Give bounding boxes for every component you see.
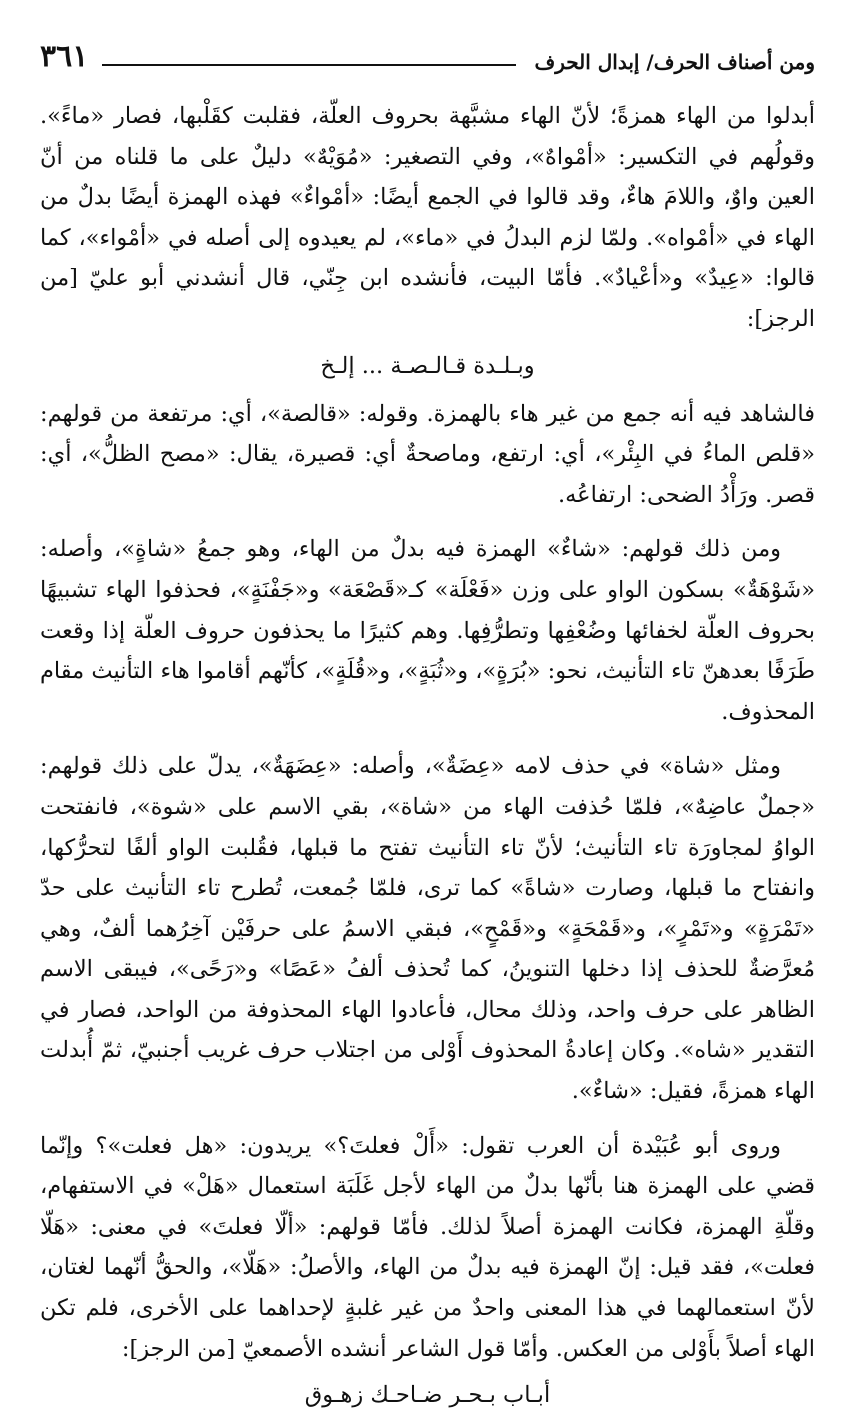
header-rule: [102, 64, 516, 66]
paragraph-4: ومثل «شاة» في حذف لامه «عِضَةٌ»، وأصله: «عِضَهَةٌ»، يدلّ على ذلك قولهم: «جملٌ عاضِهٌ»، فلمّا حُذفت الهاء من «شاة»، بقي الاسم على «شوة»، فانفتحت الواوُ لمجاورَة تاء التأنيث؛ لأنّ تاء التأنيث تفتح ما قبلها، فقُلبت الواو ألفًا لتحرُّكها، وانفتاح ما قبلها، وصارت «شاةً» كما ترى، فلمّا جُمعت، تُطرح تاء التأنيث على حدّ «تَمْرَةٍ» و«تَمْرٍ»، و«قَمْحَةٍ» و«قَمْحٍ»، فبقي الاسمُ على حرفَيْن آخِرُهما ألفٌ، وهي مُعرَّضةٌ للحذف إذا دخلها التنوينُ، كما تُحذف ألفُ «عَصًا» و«رَحًى»، فيبقى الاسم الظاهر على حرف واحد، وذلك محال، فأعادوا الهاء المحذوفة من الواحد، فصار في التقدير «شاه». وكان إعادةُ المحذوف أَوْلى من اجتلاب حرف غريب أجنبيّ، ثمّ أُبدلت الهاء همزةً، فقيل: «شاءٌ».: [40, 753, 815, 1105]
paragraph-2: فالشاهد فيه أنه جمع من غير هاء بالهمزة. وقوله: «قالصة»، أي: مرتفعة من قولهم: «قلص الماءُ في البِئْر»، أي: ارتفع، وماصحةٌ أي: قصيرة، يقال: «مصح الظلُّ»، أي: قصر. ورَأْدُ الضحى: ارتفاعُه.: [40, 400, 815, 508]
verse-1: وبـلـدة قـالـصـة ... إلـخ: [320, 352, 535, 379]
page-number: ٣٦١: [40, 39, 89, 74]
verse-2: أبـاب بـحـر ضـاحـك زهـوق: [304, 1382, 551, 1409]
page-header: [40, 34, 815, 74]
paragraph-5: وروى أبو عُبَيْدة أن العرب تقول: «أَلْ فعلتَ؟» يريدون: «هل فعلت»؟ وإنّما قضي على الهمزة هنا بأنّها بدلٌ من الهاء لأجل غَلَبَة استعمال «هَلْ» في الاستفهام، وقلّةِ الهمزة، فكانت الهمزة أصلاً لذلك. فأمّا قولهم: «ألّا فعلتَ» في معنى: «هَلّا فعلت»، فقد قيل: إنّ الهمزة فيه بدلٌ من الهاء، والأصلُ: «هَلّا»، والحقُّ أنّهما لغتان، لأنّ استعمالهما في هذا المعنى واحدٌ من غير غلبةٍ لإحداهما على الأخرى، فلم تكن الهاء أصلاً بأَوْلى من العكس. وأمّا قول الشاعر أنشده الأصمعيّ [من الرجز]:: [40, 1132, 815, 1362]
paragraph-3: ومن ذلك قولهم: «شاءٌ» الهمزة فيه بدلٌ من الهاء، وهو جمعُ «شاةٍ»، وأصله: «شَوْهَةٌ» بسكون الواو على وزن «فَعْلَة» كـ«قَصْعَة» و«جَفْنَةٍ»، فحذفوا الهاء تشبيهًا بحروف العلّة لخفائها وضُعْفِها وتطرُّفِها. وهم كثيرًا ما يحذفون حروف العلّة إذا وقعت طَرَفًا بعدهنّ تاء التأنيث، نحو: «بُرَةٍ»، و«ثُبَةٍ»، و«قُلَةٍ»، كأنّهم أقاموا هاء التأنيث مقام المحذوف.: [40, 536, 815, 725]
paragraph-1: أبدلوا من الهاء همزةً؛ لأنّ الهاء مشبَّهة بحروف العلّة، فقلبت كقَلْبها، فصار «ماءً». وقولُهم في التكسير: «أمْواهٌ»، وفي التصغير: «مُوَيْهٌ» دليلٌ على ما قلناه من أنّ العين واوٌ، واللامَ هاءٌ، وقد قالوا في الجمع أيضًا: «أمْواءٌ» فهذه الهمزة أيضًا بدلٌ من الهاء في «أمْواه». ولمّا لزم البدلُ في «ماء»، لم يعيدوه إلى أصله في «أمْواء»، كما قالوا: «عِيدٌ» و«أعْيادٌ». فأمّا البيت، فأنشده ابن جِنّي، قال أنشدني أبو عليّ [من الرجز]:: [40, 103, 815, 332]
running-head: ومن أصناف الحرف/ إبدال الحرف: [534, 50, 815, 74]
